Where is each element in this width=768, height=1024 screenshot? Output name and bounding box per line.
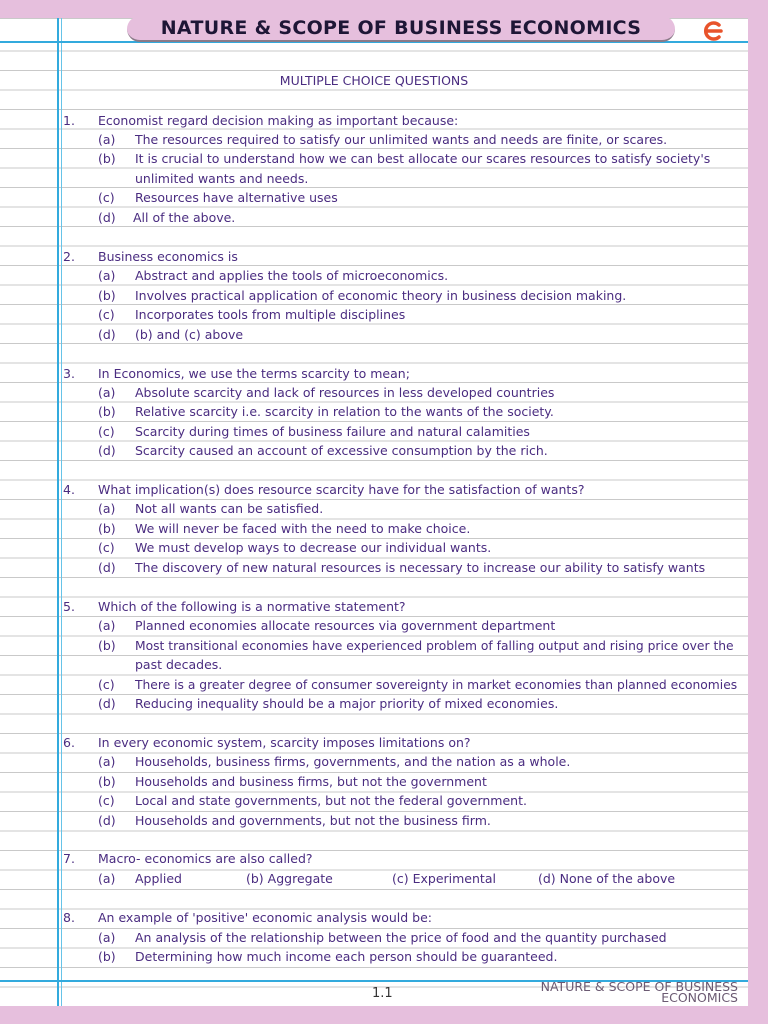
option-text: We will never be faced with the need to make choice. [135, 521, 471, 536]
question-text: In every economic system, scarcity imposes limitations on? [98, 735, 471, 750]
option-label: (a) [98, 930, 116, 945]
option-text: Not all wants can be satisfied. [135, 501, 324, 516]
option-text-continued: past decades. [135, 657, 223, 672]
option-label: (c) [98, 307, 115, 322]
option-text: Reducing inequality should be a major priority of mixed economies. [135, 696, 559, 711]
option-label: (d) [98, 813, 116, 828]
option-label: (c) [98, 540, 115, 555]
page-number: 1.1 [372, 986, 393, 1001]
option-label: (a) [98, 754, 116, 769]
option-label: (a) [98, 385, 116, 400]
option-label: (c) [98, 677, 115, 692]
option-label: (d) [98, 210, 116, 225]
question-number: 6. [63, 735, 75, 750]
option-text: Abstract and applies the tools of microeconomics. [135, 268, 449, 283]
question-number: 5. [63, 599, 75, 614]
question-number: 1. [63, 113, 75, 128]
question-number: 4. [63, 482, 75, 497]
option-text: It is crucial to understand how we can best allocate our scares resources to satisfy society's [135, 151, 711, 166]
section-title: MULTIPLE CHOICE QUESTIONS [279, 73, 469, 88]
option-text: Scarcity during times of business failure and natural calamities [135, 424, 530, 439]
question-text: What implication(s) does resource scarcity have for the satisfaction of wants? [98, 482, 585, 497]
brand-e-logo-icon [700, 20, 724, 42]
option-label: (b) [98, 288, 116, 303]
option-text: Households and governments, but not the business firm. [135, 813, 491, 828]
option-label: (b) [98, 404, 116, 419]
option-label: (b) [98, 151, 116, 166]
footer-title-line1: NATURE & SCOPE OF BUSINESS [540, 979, 738, 994]
option-label: (b) [98, 949, 116, 964]
option-text: The discovery of new natural resources is necessary to increase our ability to satisfy wants [135, 560, 706, 575]
option-text: (b) and (c) above [135, 327, 244, 342]
option-label: (a) [98, 501, 116, 516]
option-label: (a) [98, 132, 116, 147]
option-label: (d) [98, 443, 116, 458]
option-label: (b) [98, 638, 116, 653]
option-text: Local and state governments, but not the federal government. [135, 793, 527, 808]
option-label: (b) [98, 774, 116, 789]
option-text: Relative scarcity i.e. scarcity in relation to the wants of the society. [135, 404, 554, 419]
option-text: Households and business firms, but not the government [135, 774, 487, 789]
question-number: 2. [63, 249, 75, 264]
option-c: (c) Experimental [392, 871, 496, 886]
option-text: Resources have alternative uses [135, 190, 338, 205]
option-text: Determining how much income each person should be guaranteed. [135, 949, 558, 964]
option-text: Planned economies allocate resources via government department [135, 618, 556, 633]
option-label: (d) [98, 696, 116, 711]
question-number: 8. [63, 910, 75, 925]
option-text: Absolute scarcity and lack of resources in less developed countries [135, 385, 555, 400]
option-text: Incorporates tools from multiple disciplines [135, 307, 406, 322]
question-text: Economist regard decision making as important because: [98, 113, 459, 128]
option-text: We must develop ways to decrease our individual wants. [135, 540, 492, 555]
option-text: Involves practical application of economic theory in business decision making. [135, 288, 627, 303]
question-text: An example of 'positive' economic analysis would be: [98, 910, 432, 925]
page-title: NATURE & SCOPE OF BUSINESS ECONOMICS [127, 16, 675, 42]
footer-title [520, 981, 738, 1003]
question-number: 7. [63, 851, 75, 866]
margin-line [57, 18, 59, 1006]
question-text: Business economics is [98, 249, 238, 264]
question-number: 3. [63, 366, 75, 381]
margin-line-inner [61, 18, 62, 1006]
option-label: (c) [98, 190, 115, 205]
option-label: (a) [98, 618, 116, 633]
option-label: (d) [98, 327, 116, 342]
option-text: Scarcity caused an account of excessive consumption by the rich. [135, 443, 548, 458]
option-text: Applied [135, 871, 182, 886]
option-label: (c) [98, 793, 115, 808]
question-text: Macro- economics are also called? [98, 851, 313, 866]
option-text: Households, business firms, governments, and the nation as a whole. [135, 754, 571, 769]
option-d: (d) None of the above [538, 871, 676, 886]
option-text: Most transitional economies have experienced problem of falling output and rising price over the [135, 639, 734, 653]
footer-title-line2: ECONOMICS [661, 990, 738, 1005]
option-label: (d) [98, 560, 116, 575]
option-label: (c) [98, 424, 115, 439]
option-label: (a) [98, 871, 116, 886]
question-text: Which of the following is a normative statement? [98, 599, 406, 614]
option-label: (b) [98, 521, 116, 536]
question-text: In Economics, we use the terms scarcity to mean; [98, 366, 410, 381]
option-text: The resources required to satisfy our unlimited wants and needs are finite, or scares. [135, 132, 668, 147]
option-label: (a) [98, 268, 116, 283]
option-text-continued: unlimited wants and needs. [135, 171, 309, 186]
option-text: All of the above. [133, 210, 236, 225]
option-text: There is a greater degree of consumer sovereignty in market economies than planned economies [135, 678, 738, 692]
option-b: (b) Aggregate [246, 871, 333, 886]
option-text: An analysis of the relationship between the price of food and the quantity purchased [135, 930, 667, 945]
